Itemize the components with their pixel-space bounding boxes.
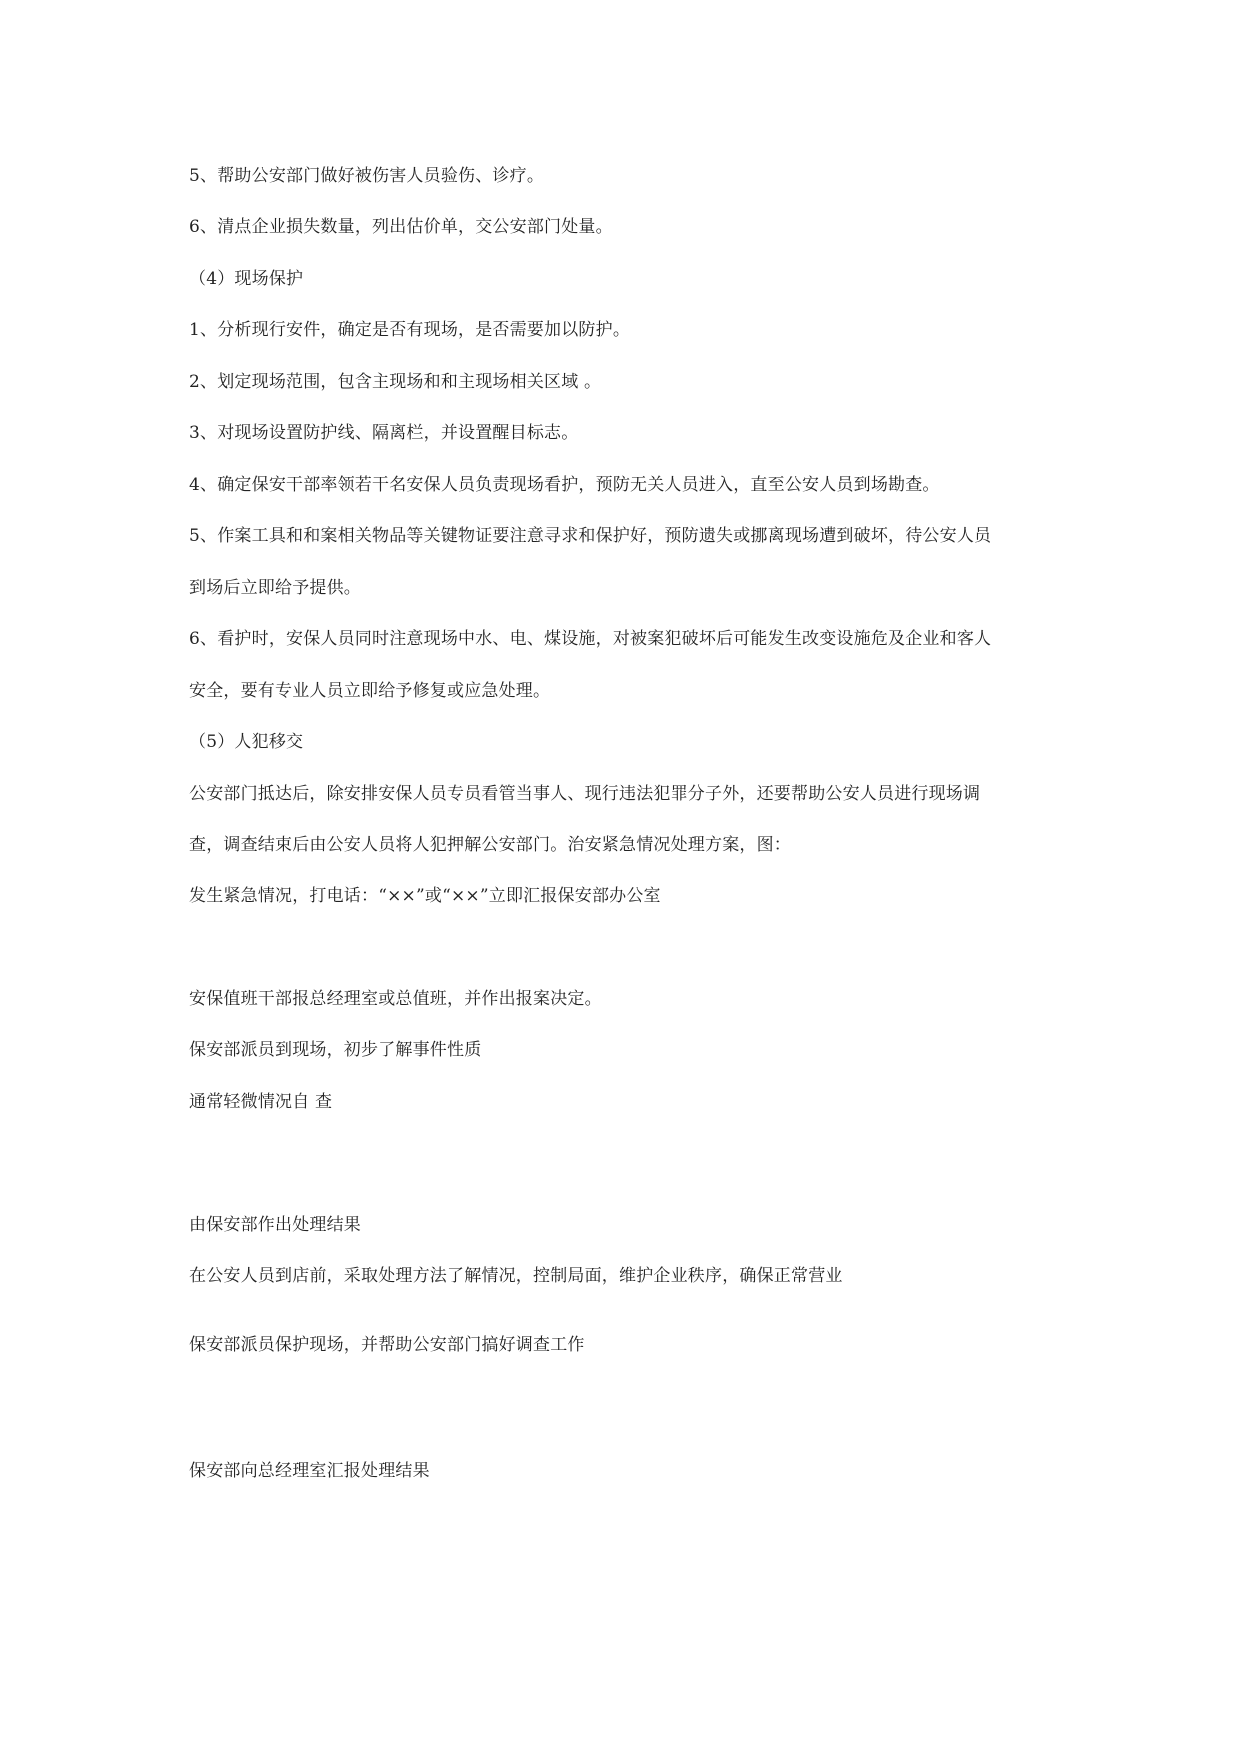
- paragraph-line-1: 5、帮助公安部门做好被伤害人员验伤、诊疗。: [189, 166, 545, 186]
- flow-step-5: 由保安部作出处理结果: [189, 1215, 361, 1235]
- paragraph-line-9: 到场后立即给予提供。: [189, 578, 361, 598]
- section-heading-suspect-transfer: （5）人犯移交: [189, 732, 304, 752]
- paragraph-line-11: 安全，要有专业人员立即给予修复或应急处理。: [189, 681, 551, 701]
- paragraph-line-8: 5、作案工具和和案相关物品等关键物证要注意寻求和保护好，预防遗失或挪离现场遭到破坏，待公安人员: [189, 526, 992, 546]
- flow-step-7: 保安部派员保护现场，并帮助公安部门搞好调查工作: [189, 1335, 585, 1355]
- flow-step-4: 通常轻微情况自 查: [189, 1092, 333, 1112]
- paragraph-line-13: 公安部门抵达后，除安排安保人员专员看管当事人、现行违法犯罪分子外，还要帮助公安人员进行现场调: [189, 784, 981, 804]
- paragraph-line-5: 2、划定现场范围，包含主现场和和主现场相关区域 。: [189, 372, 602, 392]
- flow-step-2: 安保值班干部报总经理室或总值班，并作出报案决定。: [189, 989, 602, 1009]
- flow-step-6: 在公安人员到店前，采取处理方法了解情况，控制局面，维护企业秩序，确保正常营业: [189, 1266, 843, 1286]
- flow-step-3: 保安部派员到现场，初步了解事件性质: [189, 1040, 482, 1060]
- section-heading-site-protection: （4）现场保护: [189, 269, 304, 289]
- paragraph-line-10: 6、看护时，安保人员同时注意现场中水、电、煤设施，对被案犯破坏后可能发生改变设施危及企业和客人: [189, 629, 992, 649]
- paragraph-line-6: 3、对现场设置防护线、隔离栏，并设置醒目标志。: [189, 423, 579, 443]
- flow-step-1: 发生紧急情况，打电话：“××”或“××”立即汇报保安部办公室: [189, 886, 661, 906]
- paragraph-line-7: 4、确定保安干部率领若干名安保人员负责现场看护，预防无关人员进入，直至公安人员到场勘查。: [189, 475, 940, 495]
- paragraph-line-14: 查，调查结束后由公安人员将人犯押解公安部门。治安紧急情况处理方案，图：: [189, 835, 791, 855]
- paragraph-line-2: 6、清点企业损失数量，列出估价单，交公安部门处量。: [189, 217, 613, 237]
- flow-step-8: 保安部向总经理室汇报处理结果: [189, 1461, 430, 1481]
- paragraph-line-4: 1、分析现行安件，确定是否有现场，是否需要加以防护。: [189, 320, 631, 340]
